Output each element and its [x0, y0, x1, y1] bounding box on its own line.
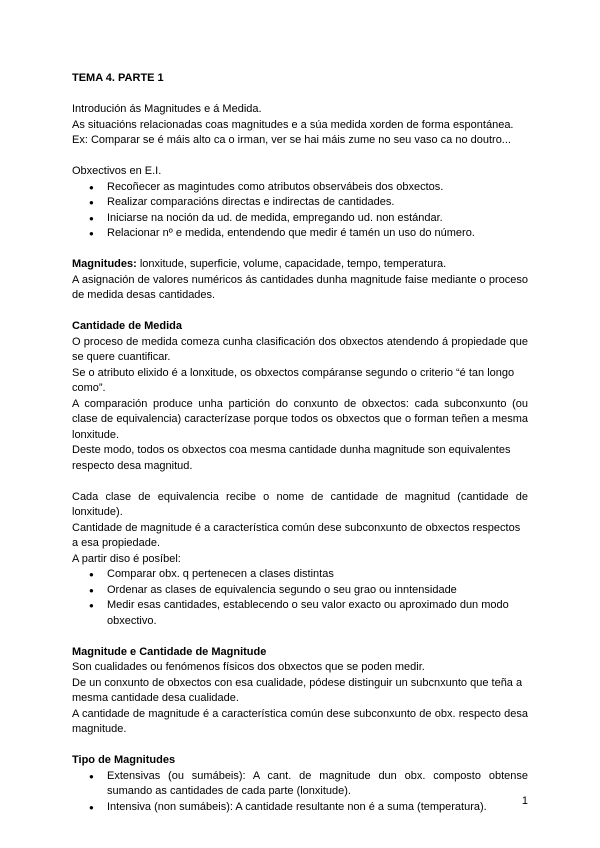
objectives-heading: Obxectivos en E.I.: [72, 165, 162, 177]
spacer: [72, 738, 528, 754]
section-heading-tipo: Tipo de Magnitudes: [72, 754, 176, 766]
list-item: ● Ordenar as clases de equivalencia segundo o seu grao ou inntensidade: [89, 583, 528, 599]
intro-line: As situacións relacionadas coas magnitudes e a súa medida xorden de forma espontánea.: [72, 118, 514, 131]
paragraph: De un conxunto de obxectos con esa cualidade, pódese distinguir un subcnxunto que teña a mesma cantidade desa cualidade.: [72, 676, 523, 704]
paragraph: Cada clase de equivalencia recibe o nome de cantidade de magnitud (cantidade de lonxitude).: [72, 490, 528, 518]
list-item: ● Iniciarse na noción da ud. de medida, empregando ud. non estándar.: [89, 211, 528, 227]
intro-heading: Introdución ás Magnitudes e á Medida.: [72, 103, 262, 115]
list-item: ● Relacionar nº e medida, entendendo que medir é tamén un uso do número.: [89, 226, 528, 242]
spacer: [72, 304, 528, 320]
spacer: [72, 242, 528, 258]
list-item: ● Recoñecer as magintudes como atributos observábeis dos obxectos.: [89, 180, 528, 196]
section-heading-cantidade: Cantidade de Medida: [72, 320, 183, 332]
list-item: ● Extensivas (ou sumábeis): A cant. de magnitude dun obx. composto obtense sumando as cantidades de cada parte (lonxitude).: [89, 769, 528, 800]
paragraph: Deste modo, todos os obxectos coa mesma cantidade dunha magnitude son equivalentes respecto desa magnitud.: [72, 444, 511, 472]
paragraph: Se o atributo elixido é a lonxitude, os obxectos compáranse segundo o criterio “é tan longo como”.: [72, 366, 515, 394]
section-heading-magnitude-cantidade: Magnitude e Cantidade de Magnitude: [72, 645, 267, 658]
document-title: TEMA 4. PARTE 1: [72, 72, 164, 84]
list-item: ● Comparar obx. q pertenecen a clases distintas: [89, 567, 528, 583]
list-item: ● Medir esas cantidades, establecendo o seu valor exacto ou aproximado dun modo obxectivo.: [89, 598, 528, 629]
magnitudes-list: lonxitude, superficie, volume, capacidade, tempo, temperatura.: [136, 258, 447, 270]
spacer: [72, 474, 528, 490]
paragraph: Cantidade de magnitude é a característica común dese subconxunto de obxectos respectos a esa propiedade.: [72, 521, 521, 549]
spacer: [72, 149, 528, 165]
spacer: [72, 629, 528, 645]
paragraph: A cantidade de magnitude é a característica común dese subconxunto de obx. respecto desa magnitude.: [72, 707, 528, 735]
paragraph: A partir diso é posíbel:: [72, 552, 181, 565]
magnitudes-label: Magnitudes:: [72, 258, 137, 270]
page-number: 1: [521, 795, 528, 807]
cantidade-list: [72, 567, 528, 629]
magnitudes-text: A asignación de valores numéricos ás cantidades dunha magnitude faise mediante o proceso de medida desas cantidades.: [72, 273, 528, 301]
paragraph: O proceso de medida comeza cunha clasificación dos obxectos atendendo á propiedade que se quere cuantificar.: [72, 335, 528, 363]
list-item: ● Intensiva (non sumábeis): A cantidade resultante non é a suma (temperatura).: [89, 800, 528, 816]
list-item: ● Realizar comparacións directas e indirectas de cantidades.: [89, 195, 528, 211]
magnitudes-line: [72, 257, 528, 273]
objectives-list: [72, 180, 528, 242]
paragraph: A comparación produce unha partición do conxunto de obxectos: cada subconxunto (ou clase de equivalencia) caracterízase porque todos os obxectos que o forman teñen a mesma lonxitude.: [72, 397, 528, 441]
paragraph: Son cualidades ou fenómenos físicos dos obxectos que se poden medir.: [72, 661, 425, 673]
intro-example: Ex: Comparar se é máis alto ca o irman, ver se hai máis zume no seu vaso ca no doutro...: [72, 134, 511, 146]
tipo-list: [72, 769, 528, 816]
